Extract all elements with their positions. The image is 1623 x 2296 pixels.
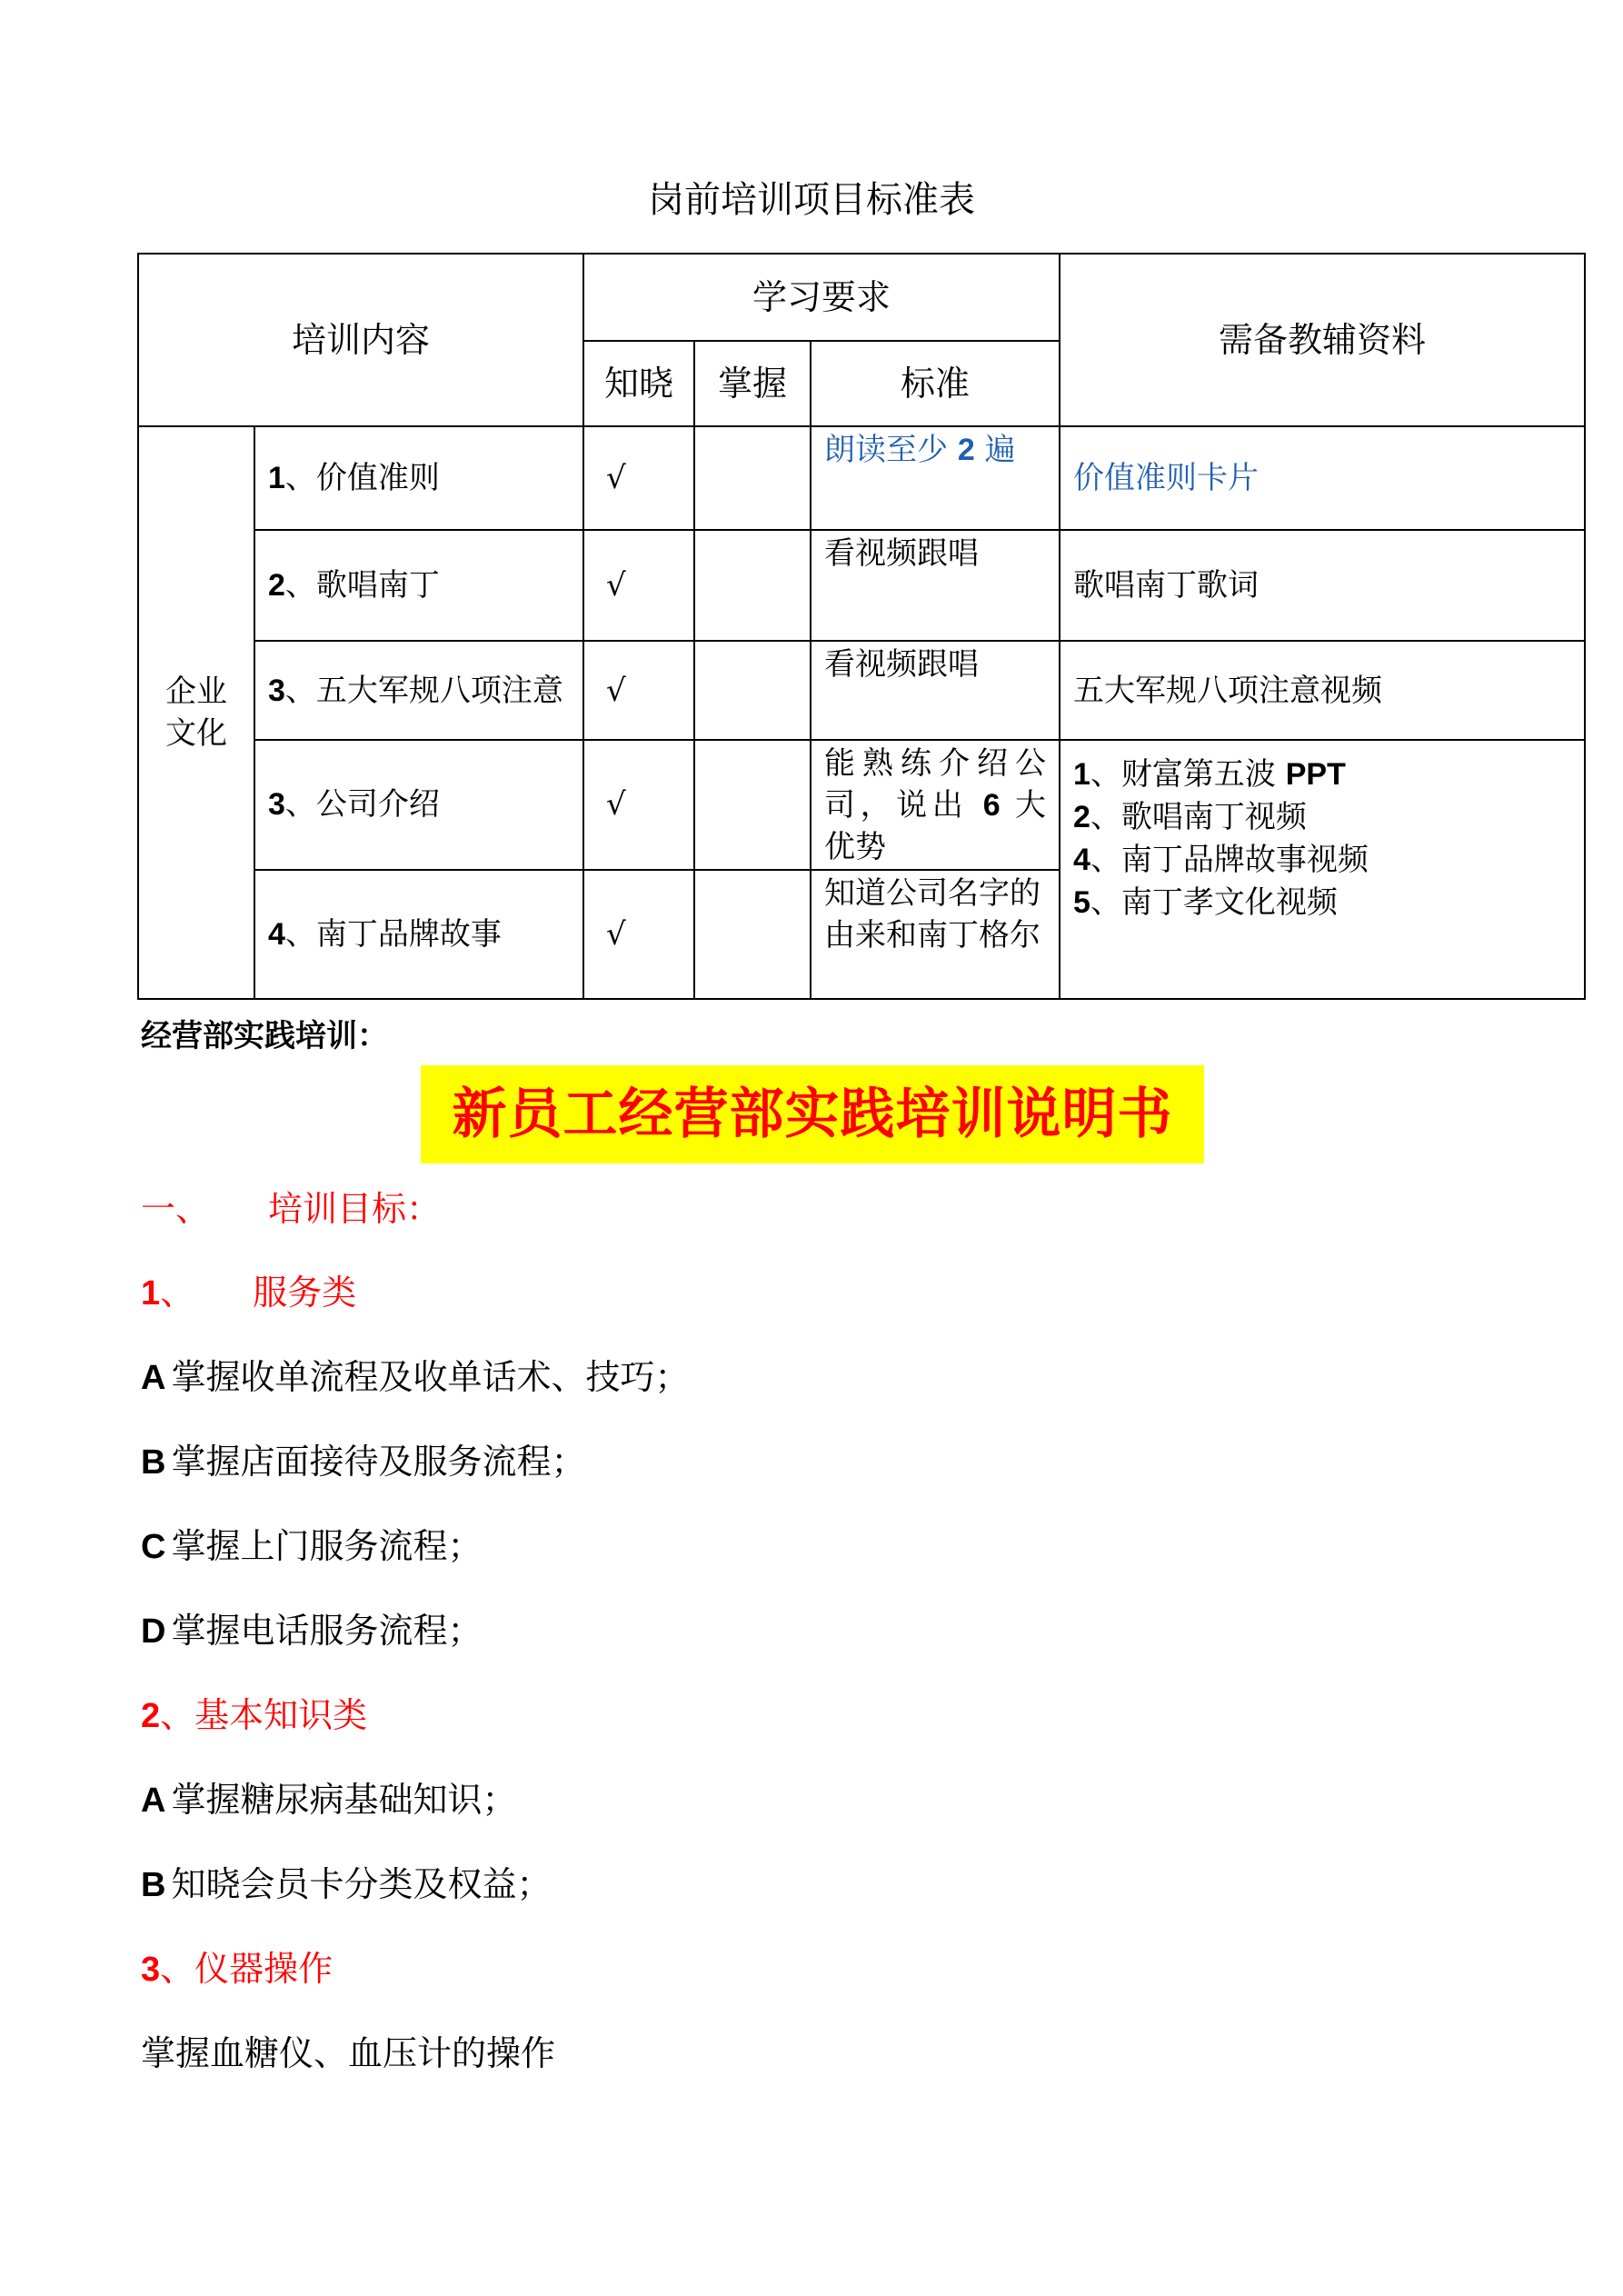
item-letter: A [141, 1782, 166, 1820]
standard-cell [811, 426, 1060, 529]
knowledge-item [141, 1772, 516, 1828]
item-separator: 、 [284, 460, 316, 497]
master-cell [694, 426, 811, 529]
item-number: 1 [268, 461, 285, 496]
master-cell [694, 641, 811, 740]
material-number: 2 [1073, 800, 1090, 835]
header-know: 知晓 [583, 341, 694, 426]
section-service-heading [141, 1265, 356, 1321]
item-separator: 、 [284, 786, 316, 824]
master-cell [694, 740, 811, 869]
service-item [141, 1603, 482, 1659]
material-item [1073, 882, 1571, 924]
service-item [141, 1519, 482, 1574]
material-item [1073, 754, 1571, 796]
item-letter: D [141, 1612, 166, 1651]
section-goal-prefix: 一、 [141, 1189, 211, 1229]
header-standard: 标准 [811, 341, 1060, 426]
item-name: 歌唱南丁 [315, 566, 440, 604]
section-device-heading [141, 1942, 333, 1997]
item-text: 掌握上门服务流程； [171, 1526, 483, 1566]
item-number: 4 [268, 916, 285, 952]
item-letter: B [141, 1866, 166, 1904]
item-separator: 、 [284, 566, 316, 604]
material-cell: 歌唱南丁歌词 [1060, 530, 1585, 641]
master-cell [694, 870, 811, 999]
item-name: 五大军规八项注意 [315, 672, 563, 709]
section-goal-heading [141, 1182, 441, 1236]
item-name-cell [254, 740, 583, 869]
header-content: 培训内容 [138, 254, 583, 426]
section-service-label: 服务类 [253, 1273, 357, 1313]
item-name-cell [254, 641, 583, 740]
item-name-cell [254, 426, 583, 529]
item-text: 知晓会员卡分类及权益； [171, 1864, 552, 1904]
shared-materials-cell [1060, 740, 1585, 999]
header-materials: 需备教辅资料 [1060, 254, 1585, 426]
item-name-cell [254, 870, 583, 999]
standard-text-tail: 遍 [974, 432, 1016, 469]
section-device-label: 、仪器操作 [160, 1949, 334, 1989]
item-name: 公司介绍 [315, 786, 440, 824]
know-check: √ [583, 870, 694, 999]
item-letter: C [141, 1528, 166, 1566]
table-row [138, 740, 1585, 869]
training-standard-table [137, 253, 1586, 1000]
item-letter: B [141, 1443, 166, 1482]
item-text: 掌握店面接待及服务流程； [171, 1442, 586, 1482]
know-check: √ [583, 426, 694, 529]
standard-number: 2 [957, 433, 975, 468]
know-check: √ [583, 641, 694, 740]
item-name-cell [254, 530, 583, 641]
standard-cell: 看视频跟唱 [811, 641, 1060, 740]
standard-text-tail: 大优势 [824, 787, 1047, 866]
section-service-number: 1 [141, 1274, 161, 1313]
item-separator: 、 [284, 915, 316, 953]
section-knowledge-label: 、基本知识类 [160, 1695, 368, 1735]
table-row [138, 426, 1585, 529]
table-row [138, 530, 1585, 641]
category-cell [138, 426, 254, 999]
item-number: 2 [268, 567, 285, 603]
item-text: 掌握糖尿病基础知识； [171, 1780, 517, 1820]
material-item [1073, 839, 1571, 882]
know-check: √ [583, 740, 694, 869]
material-cell: 价值准则卡片 [1060, 426, 1585, 529]
header-master: 掌握 [694, 341, 811, 426]
section-goal-label: 培训目标： [268, 1189, 442, 1229]
standard-text: 朗读至少 [824, 432, 958, 469]
service-item [141, 1350, 689, 1405]
standard-text: 能熟练介绍公司，说出 [824, 745, 1047, 824]
standard-number: 6 [982, 788, 1001, 824]
material-number: 5 [1073, 885, 1090, 921]
item-separator: 、 [284, 672, 316, 709]
section-knowledge-number: 2 [141, 1697, 161, 1735]
material-text: 、歌唱南丁视频 [1090, 799, 1307, 836]
master-cell [694, 530, 811, 641]
header-requirements: 学习要求 [583, 254, 1060, 341]
material-number: 4 [1073, 843, 1090, 878]
material-cell: 五大军规八项注意视频 [1060, 641, 1585, 740]
practice-training-label: 经营部实践培训： [141, 1018, 388, 1054]
material-text: 、南丁品牌故事视频 [1090, 842, 1369, 879]
item-letter: A [141, 1359, 166, 1397]
device-operation-text: 掌握血糖仪、血压计的操作 [141, 2033, 556, 2073]
manual-banner-title: 新员工经营部实践培训说明书 [421, 1065, 1204, 1163]
item-number: 3 [268, 673, 285, 708]
material-tail: PPT [1285, 757, 1346, 793]
standard-cell: 知道公司名字的由来和南丁格尔 [811, 870, 1060, 999]
material-text: 、南丁孝文化视频 [1090, 884, 1338, 922]
section-service-separator: 、 [160, 1273, 195, 1313]
standard-cell [811, 740, 1060, 869]
item-name: 价值准则 [315, 460, 440, 497]
item-text: 掌握电话服务流程； [171, 1611, 483, 1651]
standard-cell: 看视频跟唱 [811, 530, 1060, 641]
section-device-number: 3 [141, 1951, 161, 1989]
category-label: 企业文化 [165, 674, 227, 753]
document-title: 岗前培训项目标准表 [648, 179, 975, 221]
knowledge-item [141, 1857, 551, 1912]
service-item [141, 1434, 585, 1490]
item-text: 掌握收单流程及收单话术、技巧； [171, 1357, 690, 1397]
item-name: 南丁品牌故事 [315, 915, 502, 953]
table-row [138, 641, 1585, 740]
know-check: √ [583, 530, 694, 641]
material-number: 1 [1073, 757, 1090, 793]
item-number: 3 [268, 787, 285, 823]
material-item [1073, 796, 1571, 839]
section-knowledge-heading [141, 1688, 367, 1743]
material-text: 、财富第五波 [1090, 756, 1286, 794]
